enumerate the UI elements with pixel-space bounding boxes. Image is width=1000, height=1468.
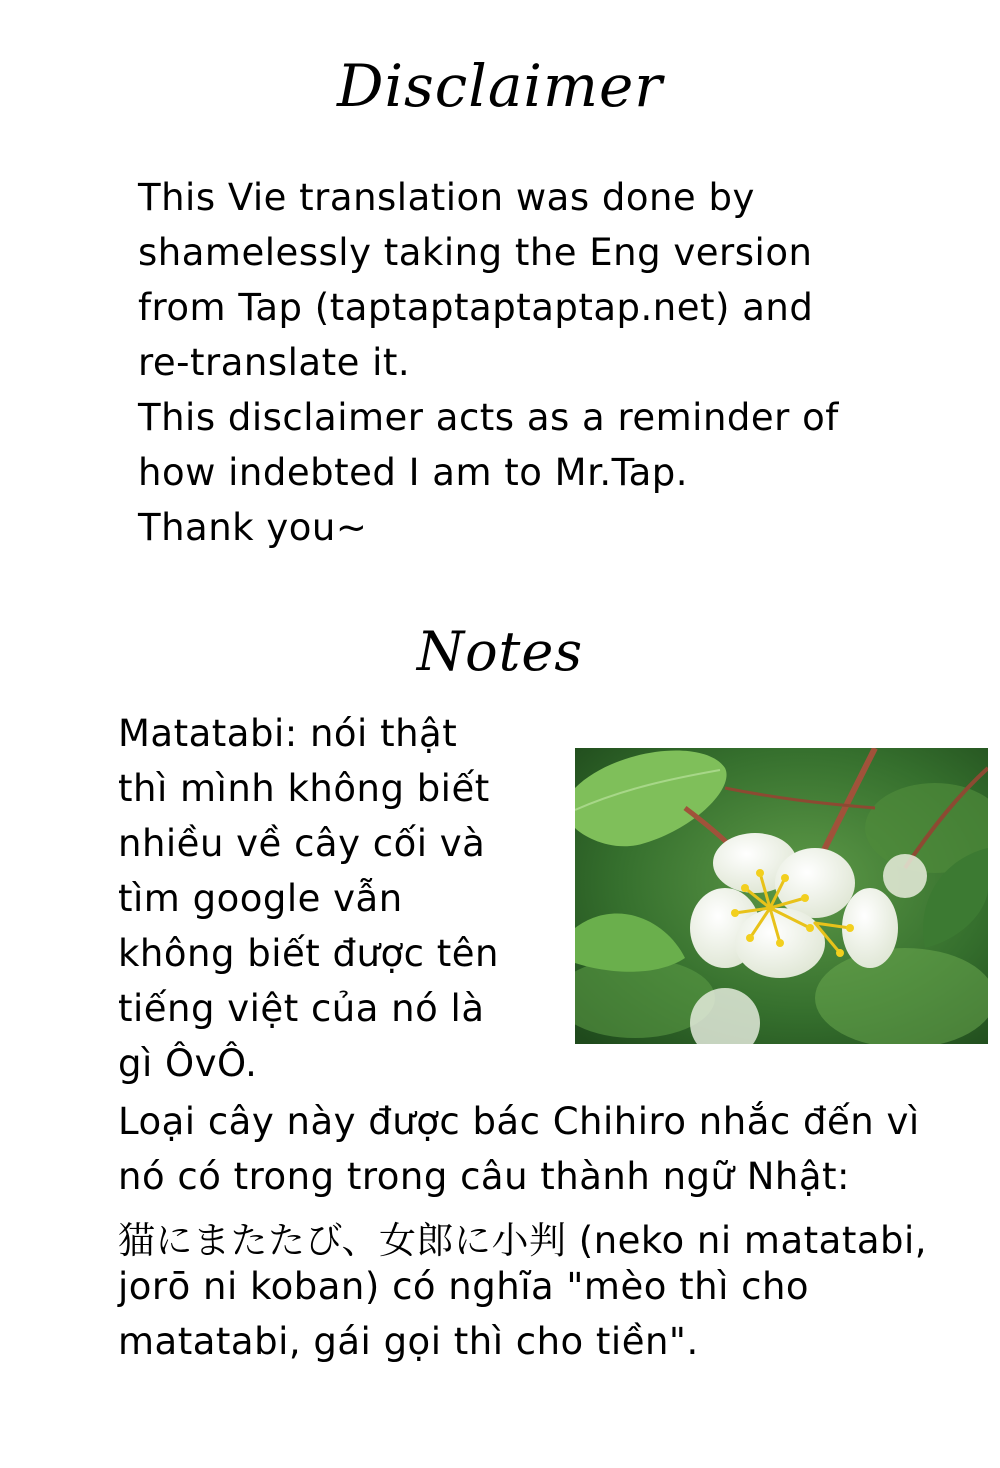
disclaimer-line: This Vie translation was done by bbox=[138, 176, 755, 219]
notes-line: jorō ni koban) có nghĩa "mèo thì cho bbox=[118, 1265, 810, 1308]
notes-line: tiếng việt của nó là bbox=[118, 987, 485, 1030]
disclaimer-line: how indebted I am to Mr.Tap. bbox=[138, 451, 689, 494]
notes-line: nó có trong trong câu thành ngữ Nhật: bbox=[118, 1155, 851, 1198]
notes-line: nhiều về cây cối và bbox=[118, 822, 486, 865]
notes-line: matatabi, gái gọi thì cho tiền". bbox=[118, 1320, 699, 1363]
notes-heading: Notes bbox=[416, 620, 584, 683]
notes-line: tìm google vẫn bbox=[118, 877, 403, 920]
disclaimer-line: shamelessly taking the Eng version bbox=[138, 231, 813, 274]
disclaimer-line: re-translate it. bbox=[138, 341, 411, 384]
matatabi-flower-photo bbox=[575, 748, 988, 1044]
notes-line: gì ÔvÔ. bbox=[118, 1042, 258, 1085]
notes-line: thì mình không biết bbox=[118, 767, 490, 810]
notes-line: không biết được tên bbox=[118, 932, 499, 975]
disclaimer-heading: Disclaimer bbox=[336, 52, 664, 120]
disclaimer-line: This disclaimer acts as a reminder of bbox=[138, 396, 839, 439]
flower-illustration bbox=[575, 748, 988, 1044]
notes-line: 猫にまたたび、女郎に小判 (neko ni matatabi, bbox=[118, 1219, 928, 1262]
notes-line: Loại cây này được bác Chihiro nhắc đến vì bbox=[118, 1100, 920, 1143]
disclaimer-line: from Tap (taptaptaptaptap.net) and bbox=[138, 286, 814, 329]
disclaimer-line: Thank you~ bbox=[138, 506, 368, 549]
notes-line: Matatabi: nói thật bbox=[118, 712, 458, 755]
